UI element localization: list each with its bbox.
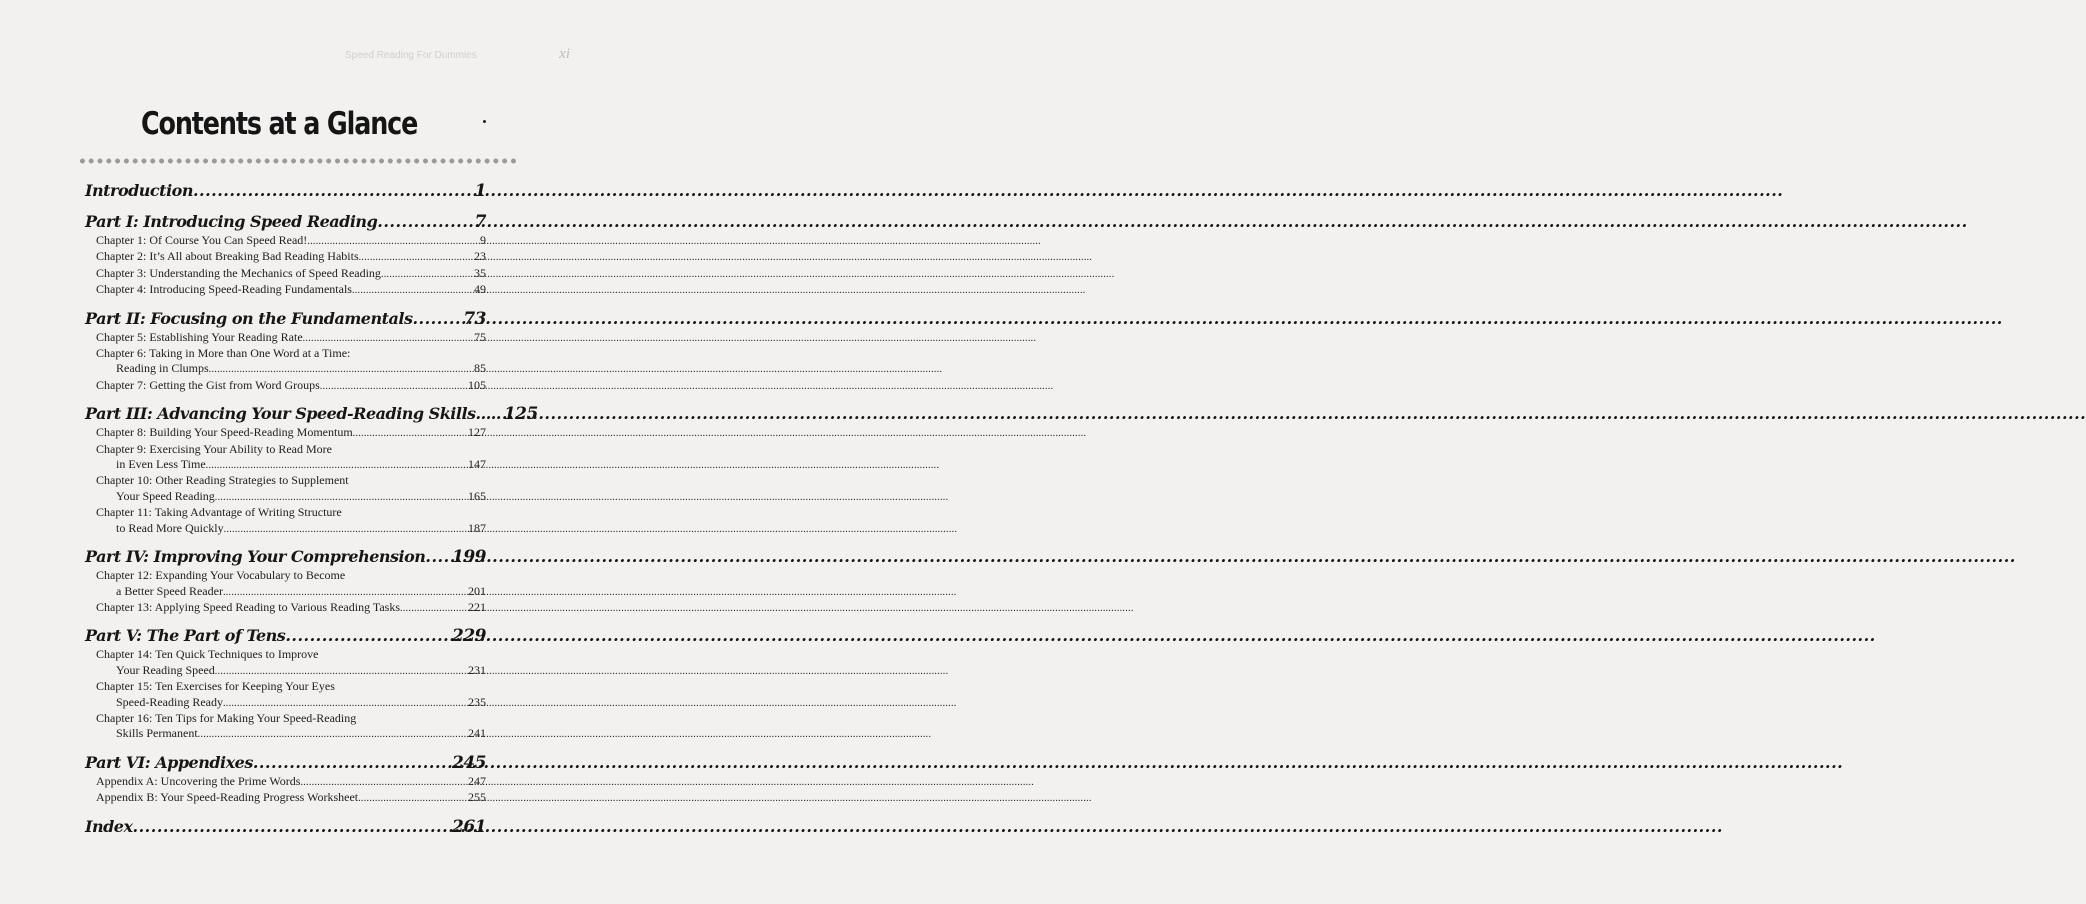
toc-chapter-title: Chapter 3: Understanding the Mechanics of Speed Reading — [96, 265, 381, 280]
toc-chapter-page: 147 — [468, 457, 486, 472]
toc-chapter-entry[interactable] — [96, 774, 486, 790]
toc-chapter-page: 255 — [468, 790, 486, 805]
toc-chapter-title: Chapter 5: Establishing Your Reading Rate — [96, 329, 303, 344]
toc-chapter-entry[interactable] — [116, 726, 486, 742]
dot-leader — [215, 664, 468, 679]
toc-chapter-entry[interactable] — [96, 600, 486, 616]
toc-chapter-entry[interactable] — [96, 790, 486, 806]
toc-chapter-page: 127 — [468, 425, 486, 440]
toc-intro-entry[interactable] — [85, 180, 486, 202]
toc-chapter-title-cont: Your Speed Reading — [116, 488, 215, 503]
toc-chapter-title-line[interactable]: Chapter 16: Ten Tips for Making Your Speed-Reading — [96, 710, 357, 725]
toc-chapter-entry[interactable] — [96, 233, 486, 249]
dot-leader — [300, 775, 468, 790]
dot-leader — [206, 458, 468, 473]
toc-intro-label: Introduction — [85, 181, 193, 200]
header-page-number: xi — [559, 46, 570, 62]
toc-part-entry[interactable] — [85, 752, 486, 774]
dot-leader — [377, 211, 474, 233]
toc-chapter-title-cont: Reading in Clumps — [116, 361, 209, 376]
dot-leader — [358, 791, 468, 806]
toc-chapter-entry[interactable] — [96, 425, 486, 441]
toc-chapter-title: Chapter 13: Applying Speed Reading to Various Reading Tasks — [96, 599, 401, 614]
toc-chapter-entry[interactable] — [116, 457, 486, 473]
book-page — [0, 0, 584, 904]
dot-leader — [307, 234, 480, 249]
toc-chapter-title-line[interactable]: Chapter 10: Other Reading Strategies to Supplement — [96, 473, 349, 488]
toc-chapter-title-line[interactable]: Chapter 15: Ten Exercises for Keeping Your Eyes — [96, 679, 335, 694]
toc-chapter-page: 165 — [468, 488, 486, 503]
toc-chapter-title-cont: a Better Speed Reader — [116, 583, 223, 598]
toc-chapter-page: 247 — [468, 773, 486, 788]
toc-chapter-page: 241 — [468, 726, 486, 741]
toc-chapter-title: Chapter 7: Getting the Gist from Word Groups — [96, 377, 320, 392]
toc-part-page: 73 — [463, 308, 486, 329]
dotted-divider — [78, 157, 518, 165]
toc-chapter-page: 49 — [474, 282, 486, 297]
toc-chapter-page: 85 — [474, 361, 486, 376]
toc-chapter-title-line[interactable]: Chapter 11: Taking Advantage of Writing Structure — [96, 505, 342, 520]
page-title: Contents at a Glance — [141, 106, 418, 142]
toc-index-entry[interactable] — [85, 816, 486, 838]
toc-part-label: Part II: Focusing on the Fundamentals — [85, 308, 413, 328]
toc-chapter-title: Appendix A: Uncovering the Prime Words — [96, 773, 301, 788]
toc-chapter-title-line[interactable]: Chapter 6: Taking in More than One Word at a Time: — [96, 346, 351, 361]
toc-chapter-title: Appendix B: Your Speed-Reading Progress Worksheet — [96, 790, 359, 805]
toc-chapter-entry[interactable] — [116, 521, 486, 537]
toc-part-label: Part V: The Part of Tens — [85, 626, 286, 646]
toc-chapter-title: Chapter 1: Of Course You Can Speed Read! — [96, 233, 308, 247]
dot-leader — [193, 180, 475, 202]
toc-chapter-page: 235 — [468, 694, 486, 709]
dot-leader — [253, 752, 452, 774]
toc-part-label: Part IV: Improving Your Comprehension — [85, 547, 426, 567]
toc-chapter-entry[interactable] — [96, 282, 486, 298]
toc-chapter-page: 9 — [480, 233, 486, 247]
toc-part-label: Part III: Advancing Your Speed-Reading Skills.... — [85, 404, 496, 424]
toc-part-entry[interactable] — [85, 308, 486, 330]
dot-leader — [400, 601, 468, 616]
toc-chapter-entry[interactable] — [116, 489, 486, 505]
dot-leader — [223, 585, 468, 600]
toc-chapter-title-line[interactable]: Chapter 14: Ten Quick Techniques to Improve — [96, 647, 319, 662]
toc-part-page: 229 — [452, 626, 486, 647]
toc-part-entry[interactable] — [85, 625, 486, 647]
decorative-dot — [483, 120, 486, 123]
dot-leader — [496, 403, 504, 425]
toc-part-entry[interactable] — [85, 546, 486, 568]
toc-part-page: 199 — [452, 547, 486, 568]
toc-chapter-title-cont: Your Reading Speed — [116, 662, 215, 677]
running-header: Speed Reading For Dummies — [345, 50, 477, 61]
toc-part-label: Part VI: Appendixes — [85, 752, 253, 772]
toc-chapter-page: 231 — [468, 662, 486, 677]
dot-leader — [224, 522, 468, 537]
table-of-contents — [85, 180, 538, 838]
dot-leader — [412, 308, 463, 330]
toc-chapter-entry[interactable] — [116, 584, 486, 600]
dot-leader — [353, 426, 468, 441]
dot-leader — [285, 625, 452, 647]
toc-part-entry[interactable] — [85, 211, 486, 233]
dot-leader — [303, 331, 474, 346]
toc-index-label: Index — [85, 816, 133, 836]
toc-chapter-title-line[interactable]: Chapter 12: Expanding Your Vocabulary to Become — [96, 568, 346, 583]
toc-chapter-entry[interactable] — [96, 378, 486, 394]
toc-chapter-entry[interactable] — [116, 695, 486, 711]
toc-index-page: 261 — [452, 816, 486, 837]
dot-leader — [215, 490, 468, 505]
toc-chapter-title-cont: in Even Less Time — [116, 457, 206, 472]
dot-leader — [352, 283, 474, 298]
toc-chapter-entry[interactable] — [96, 330, 486, 346]
dot-leader — [198, 727, 468, 742]
toc-chapter-page: 201 — [468, 583, 486, 598]
dot-leader — [223, 696, 468, 711]
toc-chapter-entry[interactable] — [96, 249, 486, 265]
toc-part-label: Part I: Introducing Speed Reading — [85, 212, 378, 231]
toc-chapter-title: Chapter 8: Building Your Speed-Reading Momentum — [96, 425, 353, 440]
toc-part-page: 7 — [474, 212, 486, 232]
dot-leader — [359, 250, 474, 265]
toc-chapter-entry[interactable] — [116, 663, 486, 679]
toc-chapter-title-cont: to Read More Quickly — [116, 520, 224, 535]
dot-leader — [425, 546, 452, 568]
toc-intro-page: 1 — [474, 181, 486, 201]
toc-chapter-title-cont: Speed-Reading Ready — [116, 694, 223, 709]
dot-leader — [133, 816, 452, 838]
toc-chapter-entry[interactable] — [96, 266, 486, 282]
toc-parts — [85, 211, 538, 807]
dot-leader — [209, 362, 474, 377]
toc-chapter-title-cont: Skills Permanent — [116, 726, 198, 741]
toc-part-page: 125 — [503, 404, 538, 425]
toc-chapter-page: 187 — [468, 520, 486, 535]
toc-chapter-page: 75 — [474, 329, 486, 344]
toc-chapter-title-line[interactable]: Chapter 9: Exercising Your Ability to Read More — [96, 441, 332, 456]
toc-chapter-page: 35 — [474, 265, 486, 280]
toc-chapter-title: Chapter 2: It’s All about Breaking Bad Reading Habits — [96, 249, 359, 264]
toc-chapter-page: 23 — [474, 249, 486, 264]
dot-leader — [381, 267, 474, 282]
toc-chapter-page: 105 — [468, 377, 486, 392]
toc-chapter-entry[interactable] — [116, 361, 486, 377]
toc-part-page: 245 — [452, 752, 486, 773]
toc-part-entry[interactable] — [85, 403, 538, 425]
toc-chapter-page: 221 — [468, 599, 486, 614]
toc-chapter-title: Chapter 4: Introducing Speed-Reading Fundamentals — [96, 282, 352, 297]
dot-leader — [320, 379, 468, 394]
